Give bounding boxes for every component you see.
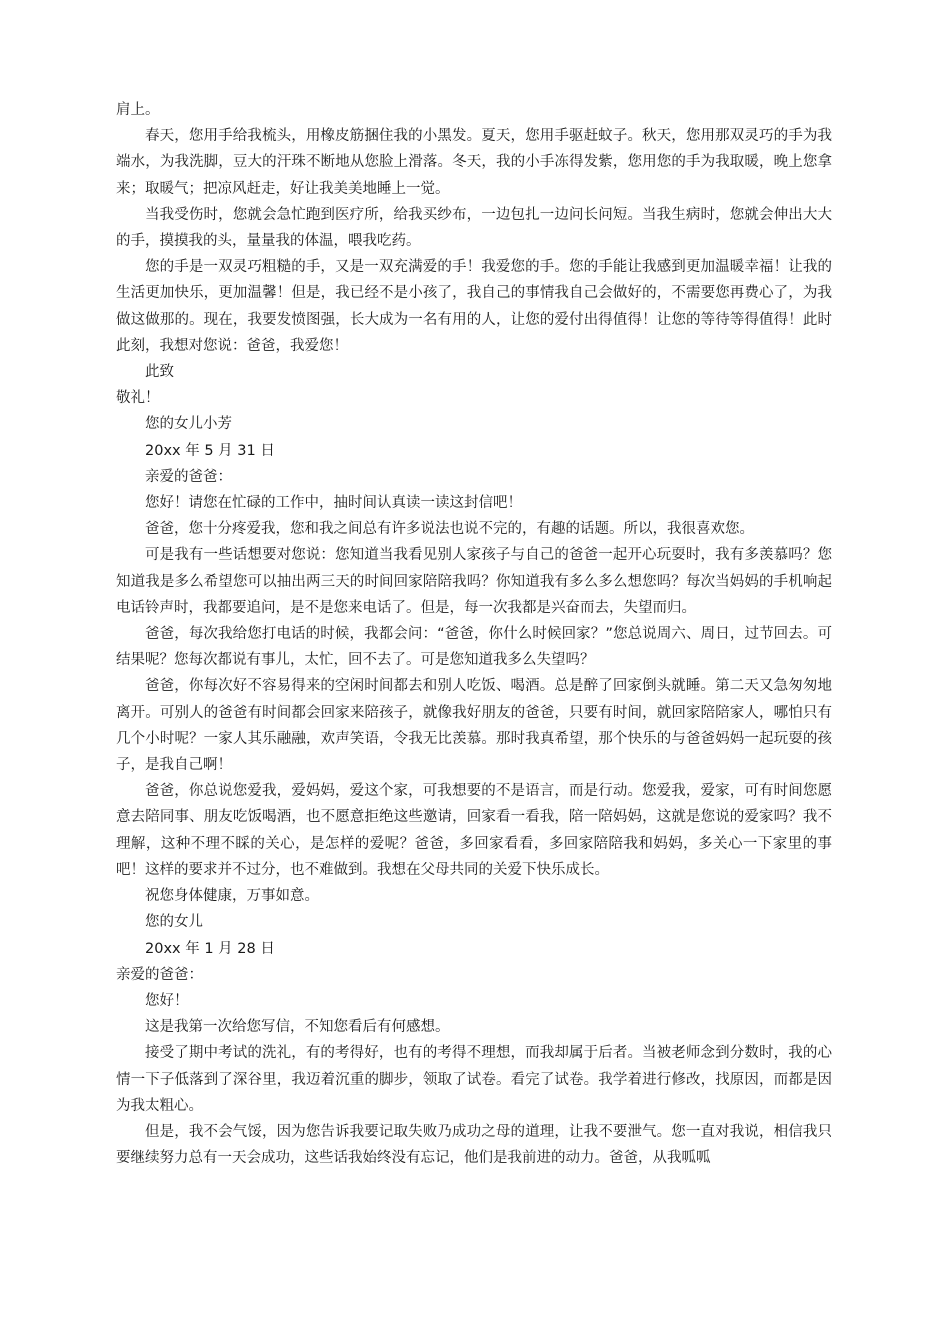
paragraph: 但是，我不会气馁，因为您告诉我要记取失败乃成功之母的道理，让我不要泄气。您一直对我说，相信我只要继续努力总有一天会成功，这些话我始终没有忘记，他们是我前进的动力。爸爸，从我呱呱 bbox=[116, 1123, 832, 1167]
paragraph: 当我受伤时，您就会急忙跑到医疗所，给我买纱布，一边包扎一边问长问短。当我生病时，您就会伸出大大的手，摸摸我的头，量量我的体温，喂我吃药。 bbox=[116, 206, 832, 250]
paragraph: 爸爸，你总说您爱我，爱妈妈，爱这个家，可我想要的不是语言，而是行动。您爱我，爱家，可有时间您愿意去陪同事、朋友吃饭喝酒，也不愿意拒绝这些邀请，回家看一看我，陪一陪妈妈，这就是您说的爱家吗？我不理解，这种不理不睬的关心，是怎样的爱呢？爸爸，多回家看看，多回家陪陪我和妈妈，多关心一下家里的事吧！这样的要求并不过分，也不难做到。我想在父母共同的关爱下快乐成长。 bbox=[116, 783, 832, 878]
paragraph: 爸爸，您十分疼爱我，您和我之间总有许多说法也说不完的，有趣的话题。所以，我很喜欢您。 bbox=[145, 521, 754, 538]
paragraph: 您好！请您在忙碌的工作中，抽时间认真读一读这封信吧！ bbox=[145, 495, 522, 512]
paragraph: 肩上。 bbox=[116, 102, 160, 118]
paragraph: 您的手是一双灵巧粗糙的手，又是一双充满爱的手！我爱您的手。您的手能让我感到更加温暖幸福！让我的生活更加快乐，更加温馨！但是，我已经不是小孩了，我自己的事情我自己会做好的，不需要您再费心了，为我做这做那的。现在，我要发愤图强，长大成为一名有用的人，让您的爱付出得值得！让您的等待等得值得！此时此刻，我想对您说：爸爸，我爱您！ bbox=[116, 259, 832, 354]
paragraph: 这是我第一次给您写信，不知您看后有何感想。 bbox=[145, 1019, 450, 1036]
closing-salutation: 此致 bbox=[145, 364, 174, 381]
closing-wish: 祝您身体健康，万事如意。 bbox=[145, 888, 319, 905]
letter-greeting: 亲爱的爸爸： bbox=[145, 468, 232, 485]
letter-date: 20xx 年 1 月 28 日 bbox=[145, 940, 275, 957]
paragraph: 可是我有一些话想要对您说：您知道当我看见别人家孩子与自己的爸爸一起开心玩耍时，我有多羡慕吗？您知道我是多么希望您可以抽出两三天的时间回家陪陪我吗？你知道我有多么多么想您吗？每次当妈妈的手机响起电话铃声时，我都要追问，是不是您来电话了。但是，每一次我都是兴奋而去，失望而归。 bbox=[116, 547, 832, 616]
document-body bbox=[116, 97, 832, 1171]
letter-greeting: 亲爱的爸爸： bbox=[116, 966, 203, 983]
paragraph: 爸爸，每次我给您打电话的时候，我都会问：“爸爸，你什么时候回家？”您总说周六、周日，过节回去。可结果呢？您每次都说有事儿，太忙，回不去了。可是您知道我多么失望吗？ bbox=[116, 626, 832, 669]
signature: 您的女儿小芳 bbox=[145, 416, 232, 433]
closing-salutation: 敬礼！ bbox=[116, 390, 160, 407]
paragraph: 您好！ bbox=[145, 992, 189, 1009]
letter-date: 20xx 年 5 月 31 日 bbox=[145, 442, 275, 459]
paragraph: 接受了期中考试的洗礼，有的考得好，也有的考得不理想，而我却属于后者。当被老师念到分数时，我的心情一下子低落到了深谷里，我迈着沉重的脚步，领取了试卷。看完了试卷。我学着进行修改，找原因，而都是因为我太粗心。 bbox=[116, 1045, 832, 1114]
paragraph: 春天，您用手给我梳头，用橡皮筋捆住我的小黑发。夏天，您用手驱赶蚊子。秋天，您用那双灵巧的手为我端水，为我洗脚，豆大的汗珠不断地从您脸上滑落。冬天，我的小手冻得发紫，您用您的手为我取暖，晚上您拿来；取暖气；把凉风赶走，好让我美美地睡上一觉。 bbox=[116, 128, 832, 197]
paragraph: 爸爸，你每次好不容易得来的空闲时间都去和别人吃饭、喝酒。总是醉了回家倒头就睡。第二天又急匆匆地离开。可别人的爸爸有时间都会回家来陪孩子，就像我好朋友的爸爸，只要有时间，就回家陪陪家人，哪怕只有几个小时呢？一家人其乐融融，欢声笑语，令我无比羡慕。那时我真希望，那个快乐的与爸爸妈妈一起玩耍的孩子，是我自己啊！ bbox=[116, 678, 832, 774]
signature: 您的女儿 bbox=[145, 914, 203, 931]
